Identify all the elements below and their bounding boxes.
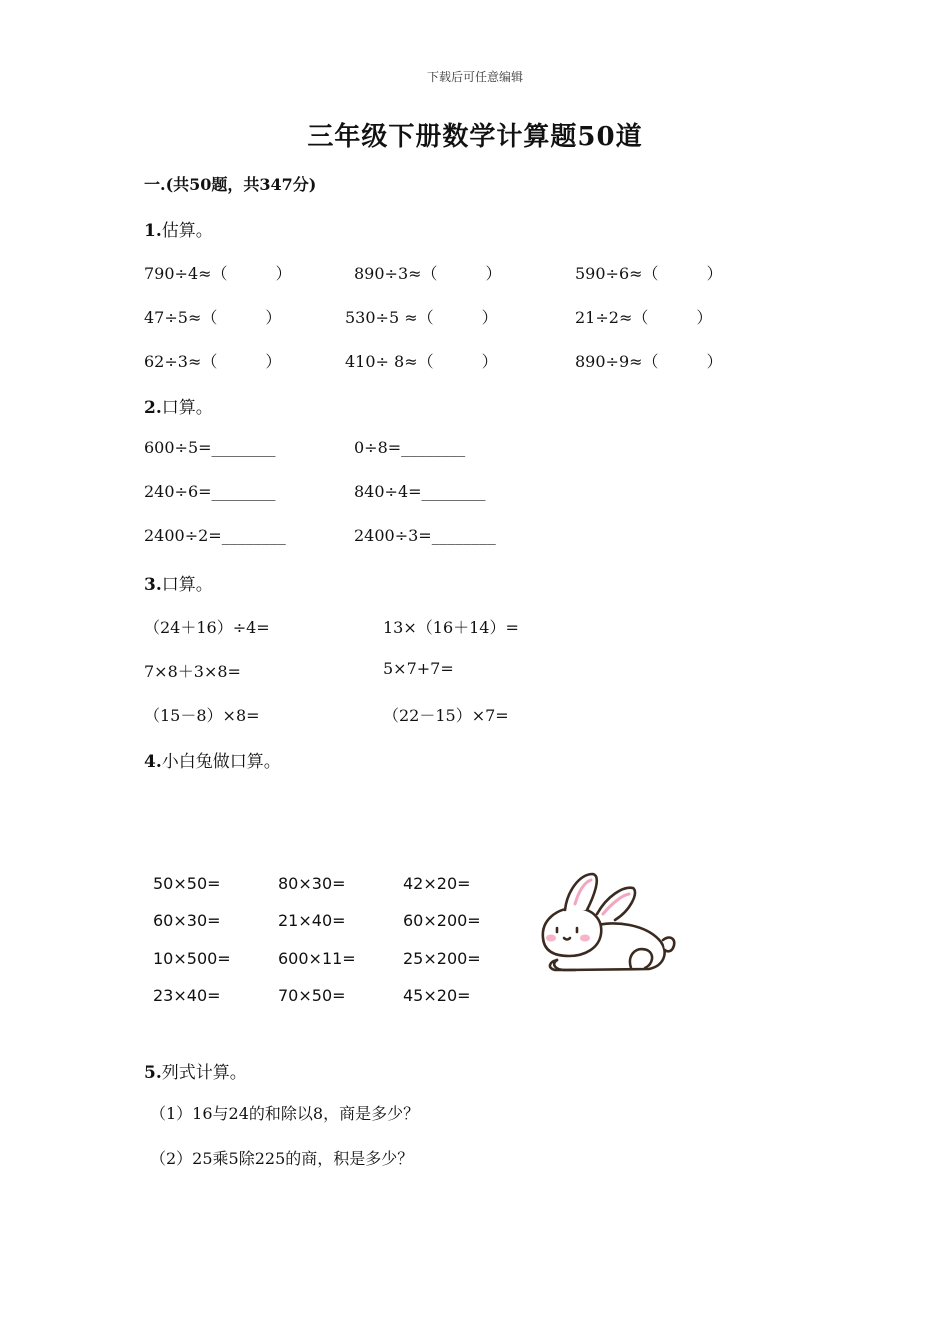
q4-item: 25×200= [403,949,481,968]
q2-item: 600÷5=________ [144,438,276,457]
q2-item: 0÷8=________ [354,438,466,457]
q1-item: 890÷3≈（ ） [354,264,502,283]
q1-item: 47÷5≈（ ） [144,308,282,327]
question-5-title [144,1058,247,1083]
q4-item: 60×30= [153,911,221,930]
section-heading: 一.(共50题，共347分) [144,175,317,194]
q4-item: 23×40= [153,986,221,1005]
q3-item: （15－8）×8= [144,706,260,725]
q4-item: 42×20= [403,874,471,893]
question-number: 5. [144,1063,162,1083]
q2-item: 840÷4=________ [354,482,486,501]
q4-item: 80×30= [278,874,346,893]
q3-item: 7×8＋3×8= [144,662,241,681]
rabbit-illustration [535,868,680,980]
q3-item: （22－15）×7= [383,706,509,725]
q4-item: 60×200= [403,911,481,930]
q1-item: 790÷4≈（ ） [144,264,292,283]
document-title: 三年级下册数学计算题50道 [307,122,643,152]
q1-item: 410÷ 8≈（ ） [345,352,498,371]
question-1-title [144,216,213,241]
q4-item: 70×50= [278,986,346,1005]
q1-item: 62÷3≈（ ） [144,352,282,371]
q3-item: 13×（16＋14）= [383,618,519,637]
question-prompt: 小白兔做口算。 [161,752,281,772]
q5-item: （2）25乘5除225的商，积是多少？ [150,1149,414,1168]
question-prompt: 列式计算。 [161,1063,247,1083]
q4-item: 600×11= [278,949,356,968]
q1-item: 21÷2≈（ ） [575,308,713,327]
question-number: 3. [144,575,162,595]
question-prompt: 口算。 [161,575,213,595]
question-prompt: 口算。 [161,398,213,418]
q3-item: 5×7+7= [383,659,454,678]
q2-item: 240÷6=________ [144,482,276,501]
question-number: 2. [144,398,162,418]
q4-item: 45×20= [403,986,471,1005]
question-number: 4. [144,752,162,772]
header-note: 下载后可任意编辑 [426,70,523,84]
q3-item: （24＋16）÷4= [144,618,270,637]
q5-item: （1）16与24的和除以8，商是多少？ [150,1104,420,1123]
q1-item: 590÷6≈（ ） [575,264,723,283]
question-number: 1. [144,221,162,241]
q2-item: 2400÷3=________ [354,526,496,545]
q1-item: 890÷9≈（ ） [575,352,723,371]
q1-item: 530÷5 ≈（ ） [345,308,498,327]
q4-item: 50×50= [153,874,221,893]
question-4-title [144,747,281,772]
question-prompt: 估算。 [161,221,213,241]
question-2-title [144,393,213,418]
q4-item: 21×40= [278,911,346,930]
question-3-title [144,570,213,595]
q4-item: 10×500= [153,949,231,968]
q2-item: 2400÷2=________ [144,526,286,545]
